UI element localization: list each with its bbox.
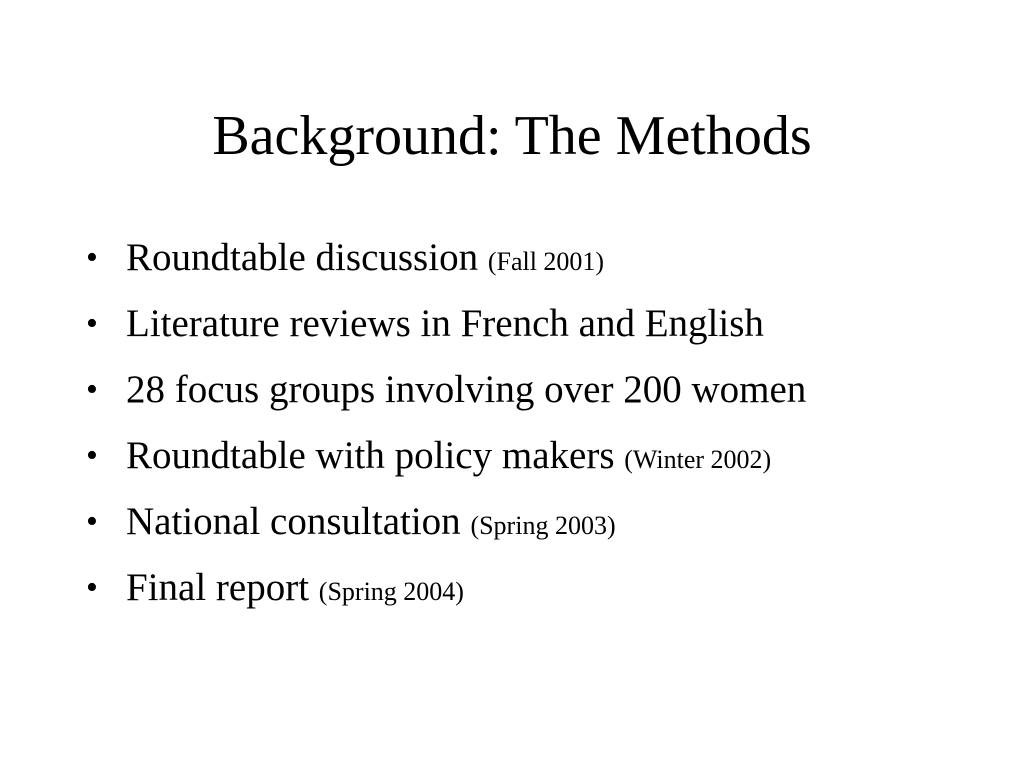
bullet-icon: • bbox=[86, 569, 98, 606]
bullet-item-national-consultation bbox=[86, 492, 1006, 558]
bullet-main-text: 28 focus groups involving over 200 women bbox=[126, 368, 807, 411]
bullet-date: (Fall 2001) bbox=[487, 247, 605, 276]
bullet-main-text: Literature reviews in French and English bbox=[126, 302, 764, 345]
bullet-main-text: Roundtable with policy makers bbox=[126, 434, 615, 477]
bullet-text bbox=[126, 492, 616, 556]
bullet-icon: • bbox=[86, 503, 98, 540]
bullet-list bbox=[86, 228, 1006, 624]
bullet-text bbox=[126, 426, 771, 490]
bullet-icon: • bbox=[86, 305, 98, 342]
bullet-item-focus-groups bbox=[86, 360, 1006, 426]
bullet-date: (Spring 2003) bbox=[470, 511, 616, 540]
bullet-main-text: Roundtable discussion bbox=[126, 236, 479, 279]
bullet-main-text: Final report bbox=[126, 566, 310, 609]
bullet-item-roundtable-discussion bbox=[86, 228, 1006, 294]
bullet-text bbox=[126, 294, 764, 354]
bullet-date: (Spring 2004) bbox=[318, 577, 464, 606]
bullet-text bbox=[126, 228, 604, 292]
bullet-date: (Winter 2002) bbox=[624, 445, 772, 474]
slide-title: Background: The Methods bbox=[212, 105, 812, 167]
bullet-icon: • bbox=[86, 371, 98, 408]
bullet-item-policy-roundtable bbox=[86, 426, 1006, 492]
bullet-text bbox=[126, 360, 806, 420]
bullet-text bbox=[126, 558, 464, 622]
bullet-item-literature-reviews bbox=[86, 294, 1006, 360]
bullet-item-final-report bbox=[86, 558, 1006, 624]
bullet-main-text: National consultation bbox=[126, 500, 461, 543]
bullet-icon: • bbox=[86, 239, 98, 276]
bullet-icon: • bbox=[86, 437, 98, 474]
